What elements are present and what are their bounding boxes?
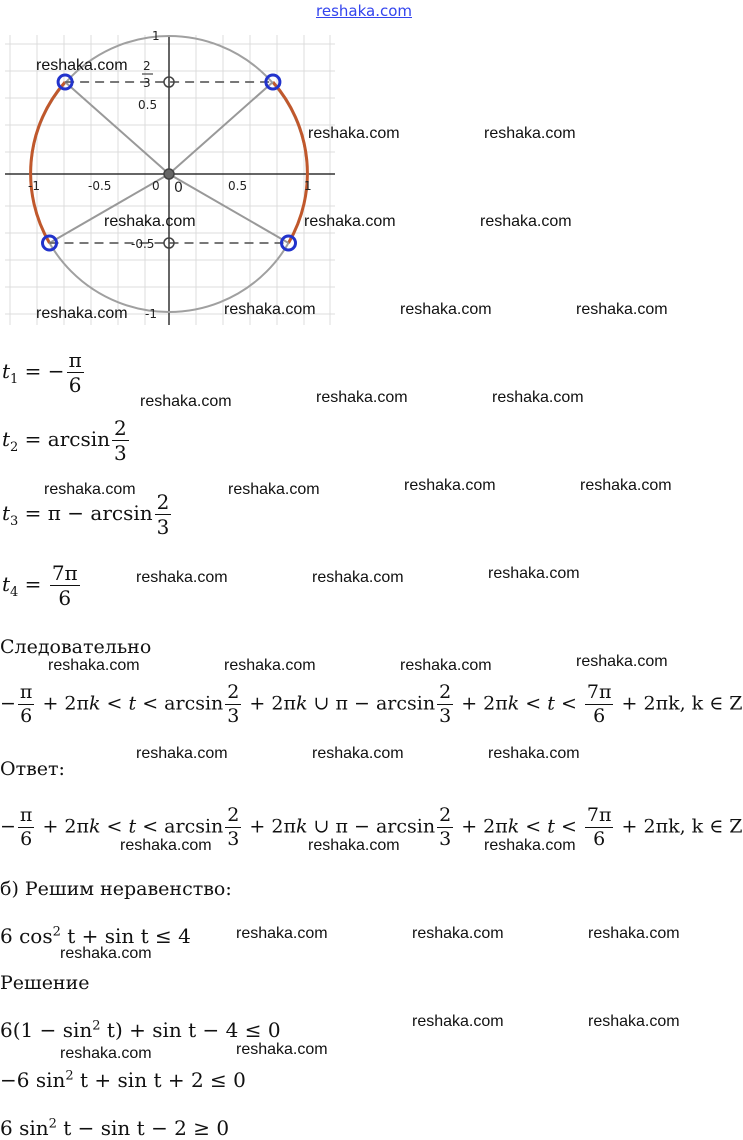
watermark: reshaka.com: [492, 389, 584, 406]
answer-label: Ответ:: [0, 758, 65, 780]
watermark: reshaka.com: [104, 213, 196, 230]
watermark: reshaka.com: [140, 393, 232, 410]
equation-line-1: 6 $\cos^2 t + \sin t \le 4$: [0, 924, 191, 948]
tick-x-05: 0.5: [228, 179, 248, 193]
watermark: reshaka.com: [136, 745, 228, 762]
watermark: reshaka.com: [400, 657, 492, 674]
equation-line-2: $6(1 - \sin^2 t) + \sin t - 4 \le 0$: [0, 1018, 281, 1042]
watermark: reshaka.com: [236, 1041, 328, 1058]
watermark: reshaka.com: [588, 925, 680, 942]
root-t1: $t_1$ = − $\frac{\pi}{6}$: [2, 348, 82, 397]
inequality-answer: − $\frac{\pi}{6}$ + 2πk < t < arcsin $\frac{2}{3}$ + 2πk ∪ π − arcsin $\frac{2}{3}$ + 2πk < t < $\frac{7\pi}{6}$ + 2πk, k ∈ Z: [0, 804, 743, 850]
tick-y-1: 1: [152, 29, 160, 43]
watermark: reshaka.com: [60, 1045, 152, 1062]
watermark: reshaka.com: [304, 213, 396, 230]
root-t3: $t_3 = \pi - \arcsin$ $\frac{2}{3}$: [2, 490, 170, 539]
watermark: reshaka.com: [488, 745, 580, 762]
watermark: reshaka.com: [412, 1013, 504, 1030]
watermark: reshaka.com: [224, 657, 316, 674]
therefore-label: Следовательно: [0, 636, 152, 658]
arc-left: [31, 82, 66, 243]
marker-label-den: 3: [143, 76, 151, 90]
watermark: reshaka.com: [576, 653, 668, 670]
inequality-line-1: − $\frac{\pi}{6}$ + 2πk < t < arcsin $\frac{2}{3}$ + 2πk ∪ π − arcsin $\frac{2}{3}$ + 2πk < t < $\frac{7\pi}{6}$ + 2πk, k ∈ Z: [0, 681, 743, 727]
equation-line-4: 6 $\sin^2 t - \sin t - 2 \ge 0$: [0, 1116, 230, 1140]
tick-x-minus05: -0.5: [88, 179, 112, 193]
tick-x-0: 0: [152, 179, 160, 193]
watermark: reshaka.com: [316, 389, 408, 406]
watermark: reshaka.com: [480, 213, 572, 230]
solution-heading: Решение: [0, 972, 90, 994]
part-b-heading: б) Решим неравенство:: [0, 878, 232, 900]
watermark: reshaka.com: [308, 837, 400, 854]
watermark: reshaka.com: [228, 481, 320, 498]
watermark: reshaka.com: [308, 125, 400, 142]
watermark: reshaka.com: [60, 945, 152, 962]
watermark: reshaka.com: [44, 481, 136, 498]
watermark: reshaka.com: [412, 925, 504, 942]
watermark: reshaka.com: [580, 477, 672, 494]
tick-y-minus05: -0.5: [131, 237, 155, 251]
arc-right: [273, 82, 308, 243]
watermark: reshaka.com: [312, 569, 404, 586]
watermark: reshaka.com: [36, 305, 128, 322]
watermark: reshaka.com: [484, 125, 576, 142]
watermark: reshaka.com: [588, 1013, 680, 1030]
tick-x-minus1: -1: [28, 179, 40, 193]
marker-label-num: 2: [143, 59, 151, 73]
watermark: reshaka.com: [484, 837, 576, 854]
watermark: reshaka.com: [400, 301, 492, 318]
watermark: reshaka.com: [236, 925, 328, 942]
origin-label: 0: [174, 180, 183, 196]
watermark: reshaka.com: [488, 565, 580, 582]
watermark: reshaka.com: [48, 657, 140, 674]
watermark: reshaka.com: [404, 477, 496, 494]
watermark: reshaka.com: [576, 301, 668, 318]
root-t4: $t_4$ = $\frac{7\pi}{6}$: [2, 561, 78, 610]
tick-y-05: 0.5: [138, 98, 158, 112]
watermark: reshaka.com: [224, 301, 316, 318]
tick-y-minus1: -1: [145, 307, 157, 321]
watermark: reshaka.com: [312, 745, 404, 762]
watermark: reshaka.com: [36, 57, 128, 74]
tick-x-1: 1: [304, 179, 312, 193]
site-link[interactable]: reshaka.com: [316, 2, 412, 20]
watermark: reshaka.com: [136, 569, 228, 586]
root-t2: $t_2 = \arcsin$ $\frac{2}{3}$: [2, 416, 127, 465]
watermark: reshaka.com: [120, 837, 212, 854]
equation-line-3: −6 $\sin^2 t + \sin t + 2 \le 0$: [0, 1068, 246, 1092]
grid: [5, 35, 335, 325]
